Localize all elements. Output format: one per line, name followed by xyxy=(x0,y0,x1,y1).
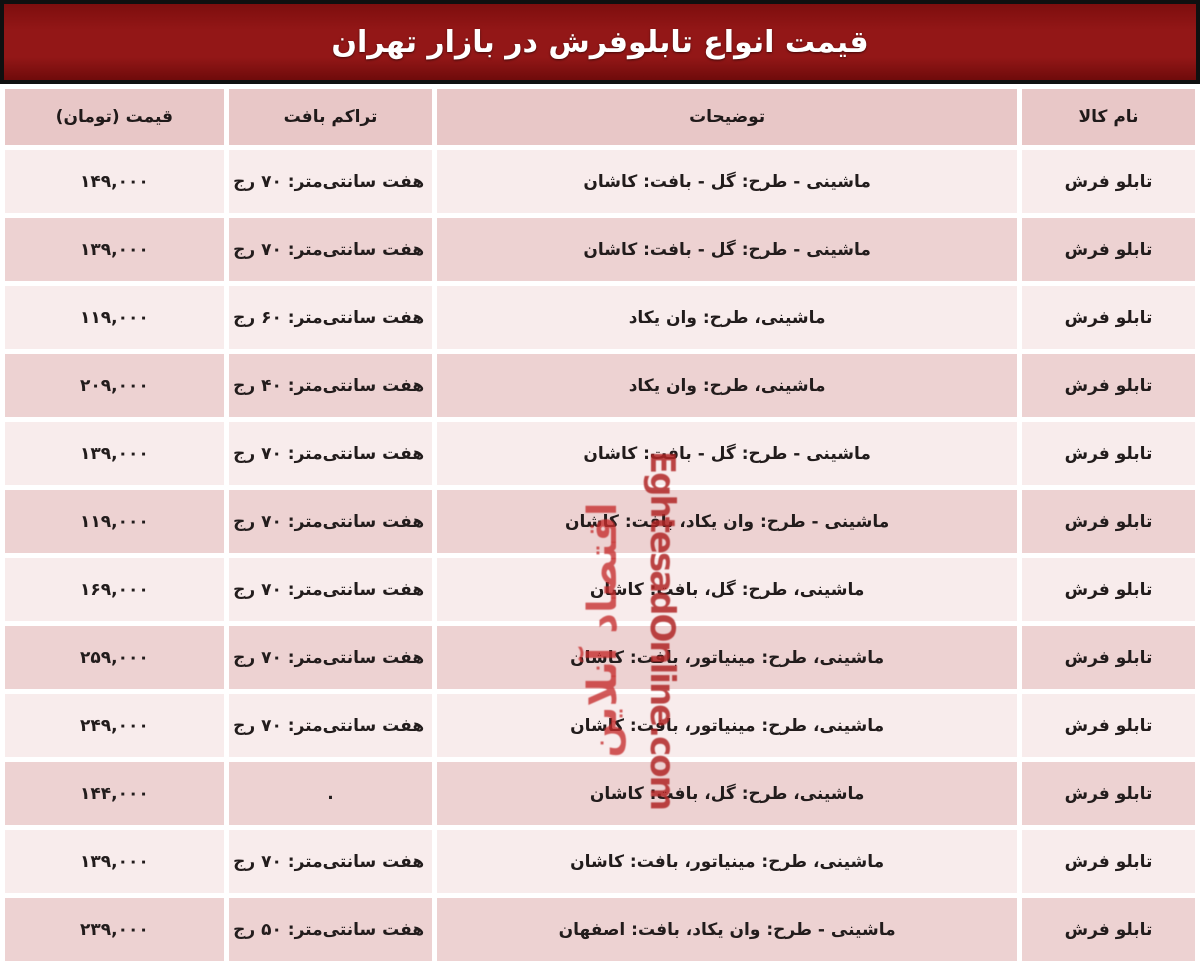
cell-description: ماشینی، طرح: گل، بافت: کاشان xyxy=(437,762,1017,825)
column-header-density: تراکم بافت xyxy=(229,89,432,145)
cell-density: هفت سانتی‌متر: ۷۰ رج xyxy=(229,830,432,893)
cell-description: ماشینی، طرح: مینیاتور، بافت: کاشان xyxy=(437,694,1017,757)
table-row xyxy=(5,898,1195,961)
table-row xyxy=(5,286,1195,349)
cell-price: ۲۳۹,۰۰۰ xyxy=(5,898,224,961)
cell-density: هفت سانتی‌متر: ۷۰ رج xyxy=(229,218,432,281)
table-row xyxy=(5,694,1195,757)
page-title: قیمت انواع تابلوفرش در بازار تهران xyxy=(331,24,869,60)
cell-price: ۱۴۴,۰۰۰ xyxy=(5,762,224,825)
cell-density: هفت سانتی‌متر: ۷۰ رج xyxy=(229,558,432,621)
header-row xyxy=(5,89,1195,145)
cell-description: ماشینی - طرح: وان یکاد، بافت: کاشان xyxy=(437,490,1017,553)
watermark-persian-text: اقتصاد آنلاین xyxy=(580,502,626,758)
table-row xyxy=(5,218,1195,281)
cell-price: ۲۵۹,۰۰۰ xyxy=(5,626,224,689)
cell-price: ۱۱۹,۰۰۰ xyxy=(5,286,224,349)
cell-price: ۱۱۹,۰۰۰ xyxy=(5,490,224,553)
cell-description: ماشینی، طرح: وان یکاد xyxy=(437,354,1017,417)
cell-description: ماشینی، طرح: وان یکاد xyxy=(437,286,1017,349)
table-row xyxy=(5,490,1195,553)
cell-name: تابلو فرش xyxy=(1022,830,1195,893)
table-row xyxy=(5,354,1195,417)
cell-density: هفت سانتی‌متر: ۷۰ رج xyxy=(229,150,432,213)
cell-description: ماشینی - طرح: گل - بافت: کاشان xyxy=(437,422,1017,485)
cell-density: هفت سانتی‌متر: ۷۰ رج xyxy=(229,626,432,689)
title-bar xyxy=(0,0,1200,84)
cell-density: هفت سانتی‌متر: ۷۰ رج xyxy=(229,694,432,757)
cell-description: ماشینی - طرح: گل - بافت: کاشان xyxy=(437,218,1017,281)
cell-name: تابلو فرش xyxy=(1022,490,1195,553)
cell-name: تابلو فرش xyxy=(1022,422,1195,485)
table-row xyxy=(5,830,1195,893)
cell-density: هفت سانتی‌متر: ۷۰ رج xyxy=(229,490,432,553)
cell-price: ۲۴۹,۰۰۰ xyxy=(5,694,224,757)
cell-name: تابلو فرش xyxy=(1022,694,1195,757)
cell-name: تابلو فرش xyxy=(1022,762,1195,825)
cell-name: تابلو فرش xyxy=(1022,898,1195,961)
cell-price: ۱۶۹,۰۰۰ xyxy=(5,558,224,621)
cell-description: ماشینی - طرح: وان یکاد، بافت: اصفهان xyxy=(437,898,1017,961)
watermark-english-text: EghtesadOnline.com xyxy=(642,450,682,810)
cell-density: هفت سانتی‌متر: ۷۰ رج xyxy=(229,422,432,485)
column-header-name: نام کالا xyxy=(1022,89,1195,145)
cell-price: ۲۰۹,۰۰۰ xyxy=(5,354,224,417)
cell-density: هفت سانتی‌متر: ۶۰ رج xyxy=(229,286,432,349)
cell-density: هفت سانتی‌متر: ۵۰ رج xyxy=(229,898,432,961)
price-table xyxy=(0,84,1200,966)
cell-description: ماشینی - طرح: گل - بافت: کاشان xyxy=(437,150,1017,213)
cell-name: تابلو فرش xyxy=(1022,626,1195,689)
cell-name: تابلو فرش xyxy=(1022,354,1195,417)
table-row xyxy=(5,422,1195,485)
cell-name: تابلو فرش xyxy=(1022,286,1195,349)
cell-name: تابلو فرش xyxy=(1022,558,1195,621)
table-row xyxy=(5,558,1195,621)
cell-price: ۱۳۹,۰۰۰ xyxy=(5,830,224,893)
cell-name: تابلو فرش xyxy=(1022,150,1195,213)
cell-price: ۱۳۹,۰۰۰ xyxy=(5,218,224,281)
cell-description: ماشینی، طرح: گل، بافت: کاشان xyxy=(437,558,1017,621)
cell-density: . xyxy=(229,762,432,825)
table-row xyxy=(5,762,1195,825)
cell-name: تابلو فرش xyxy=(1022,218,1195,281)
table-row xyxy=(5,626,1195,689)
table-row xyxy=(5,150,1195,213)
column-header-description: توضیحات xyxy=(437,89,1017,145)
cell-price: ۱۳۹,۰۰۰ xyxy=(5,422,224,485)
cell-description: ماشینی، طرح: مینیاتور، بافت: کاشان xyxy=(437,830,1017,893)
cell-density: هفت سانتی‌متر: ۴۰ رج xyxy=(229,354,432,417)
cell-description: ماشینی، طرح: مینیاتور، بافت: کاشان xyxy=(437,626,1017,689)
cell-price: ۱۴۹,۰۰۰ xyxy=(5,150,224,213)
column-header-price: قیمت (تومان) xyxy=(5,89,224,145)
